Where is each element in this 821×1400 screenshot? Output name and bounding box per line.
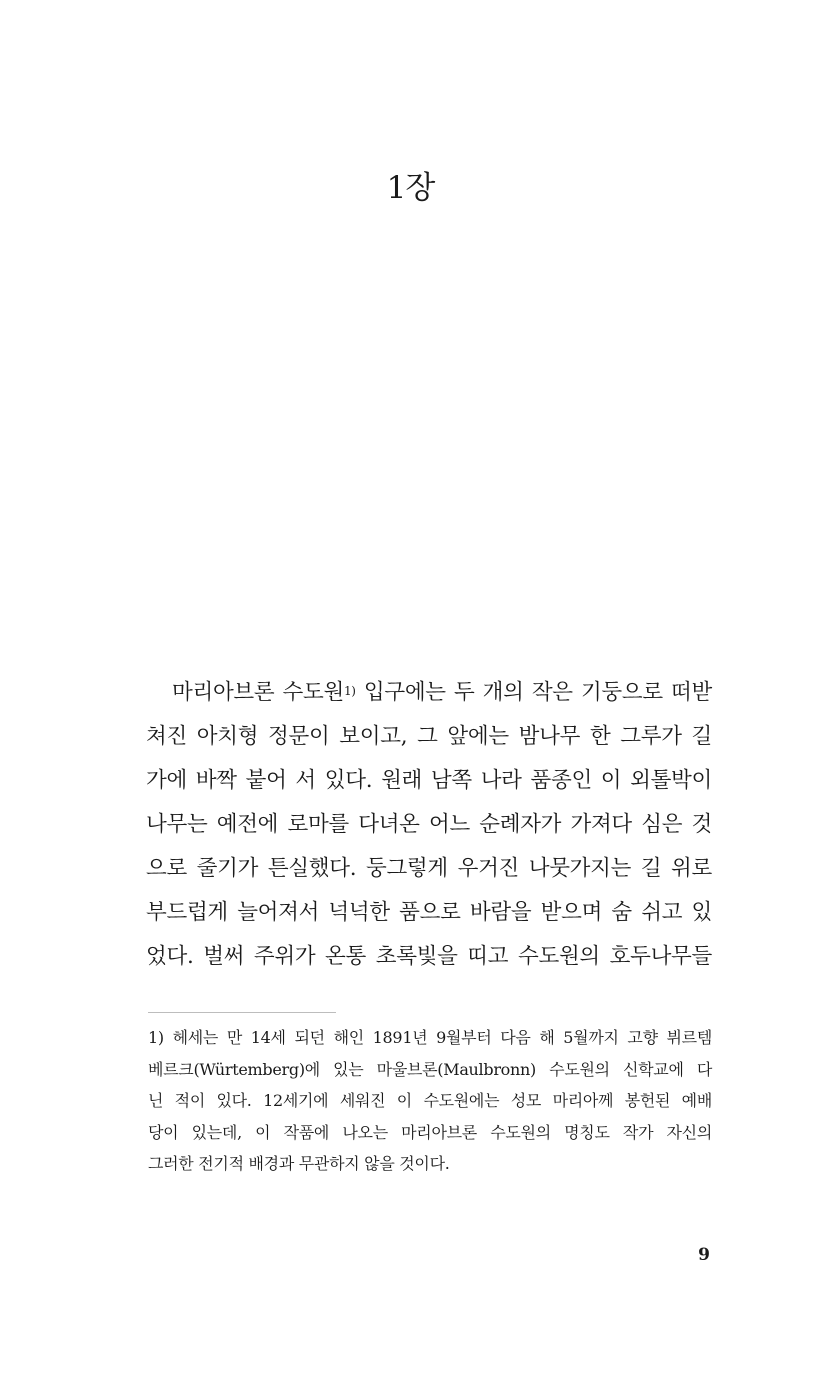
body-line: 부드럽게 늘어져서 넉넉한 품으로 바람을 받으며 숨 쉬고 있 (146, 900, 712, 925)
footnote-line: 1) 헤세는 만 14세 되던 해인 1891년 9월부터 다음 해 5월까지 고향 뷔르템 (148, 1028, 712, 1047)
body-line: 쳐진 아치형 정문이 보이고, 그 앞에는 밤나무 한 그루가 길 (146, 724, 712, 749)
body-line: 었다. 벌써 주위가 온통 초록빛을 띠고 수도원의 호두나무들 (146, 944, 712, 969)
footnote-divider (148, 1012, 336, 1013)
body-line: 으로 줄기가 튼실했다. 둥그렇게 우거진 나뭇가지는 길 위로 (146, 856, 712, 881)
chapter-title: 1장 (386, 170, 435, 206)
body-line: 가에 바짝 붙어 서 있다. 원래 남쪽 나라 품종인 이 외톨박이 (146, 768, 712, 793)
footnote-line: 당이 있는데, 이 작품에 나오는 마리아브론 수도원의 명칭도 작가 자신의 (148, 1122, 712, 1142)
body-line: 나무는 예전에 로마를 다녀온 어느 순례자가 가져다 심은 것 (146, 812, 712, 837)
body-line-text: 마리아브론 수도원 (172, 680, 344, 705)
body-line-text: 입구에는 두 개의 작은 기둥으로 떠받 (355, 680, 712, 705)
body-line (146, 671, 712, 715)
page-number: 9 (698, 1245, 710, 1265)
footnote (148, 1022, 712, 1180)
footnote-line: 그러한 전기적 배경과 무관하지 않을 것이다. (148, 1154, 450, 1173)
footnote-line: 베르크(Würtemberg)에 있는 마울브론(Maulbronn) 수도원의 신학교에 다 (148, 1059, 712, 1079)
footnote-marker[interactable]: 1) (343, 684, 356, 698)
footnote-line: 닌 적이 있다. 12세기에 세워진 이 수도원에는 성모 마리아께 봉헌된 예배 (148, 1091, 712, 1110)
body-text (146, 671, 712, 979)
